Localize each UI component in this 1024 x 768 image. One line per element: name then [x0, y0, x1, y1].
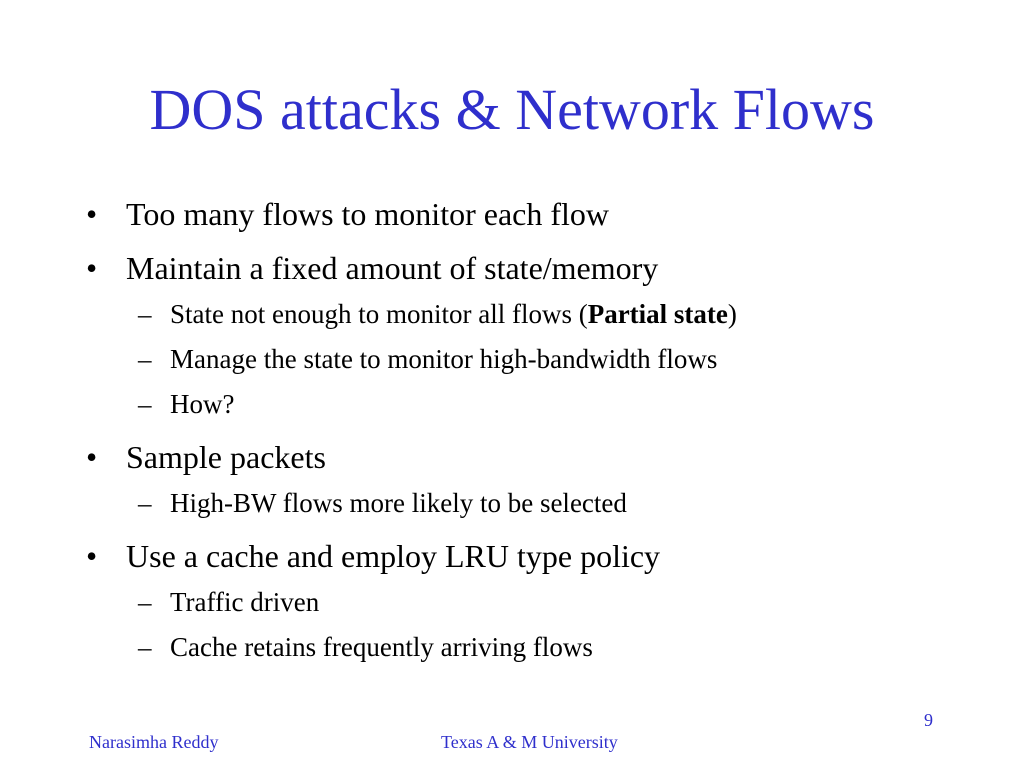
sub-bullet-item	[86, 580, 986, 624]
sub-bullet-text-bold: Partial state	[587, 299, 728, 329]
bullet-marker: •	[86, 196, 98, 232]
sub-bullet-text: Manage the state to monitor high-bandwidth flows	[170, 344, 718, 374]
page-number: 9	[924, 710, 933, 730]
bullet-item	[86, 434, 986, 480]
footer-institution: Texas A & M University	[441, 732, 618, 752]
slide-body	[86, 191, 986, 669]
sub-bullet-text: Cache retains frequently arriving flows	[170, 632, 593, 662]
bullet-item	[86, 191, 986, 237]
bullet-marker: •	[86, 538, 98, 574]
footer-author: Narasimha Reddy	[89, 732, 219, 752]
sub-bullet-item	[86, 625, 986, 669]
sub-bullet-item	[86, 382, 986, 426]
sub-bullet-text-pre: State not enough to monitor all flows (	[170, 299, 588, 329]
slide-title: DOS attacks & Network Flows	[149, 77, 875, 142]
sub-bullet-text: How?	[170, 389, 235, 419]
sub-bullet-text-post: )	[727, 299, 737, 329]
sub-bullet-marker: –	[138, 344, 152, 374]
sub-bullet-marker: –	[138, 632, 152, 662]
sub-bullet-item	[86, 337, 986, 381]
sub-bullet-marker: –	[138, 389, 152, 419]
sub-bullet-marker: –	[138, 587, 152, 617]
bullet-text: Sample packets	[126, 439, 326, 475]
sub-bullet-item	[86, 292, 986, 336]
sub-bullet-marker: –	[138, 299, 152, 329]
bullet-item	[86, 533, 986, 579]
bullet-text: Too many flows to monitor each flow	[126, 196, 609, 232]
sub-bullet-text: High-BW flows more likely to be selected	[170, 488, 627, 518]
sub-bullet-item	[86, 481, 986, 525]
sub-bullet-text: Traffic driven	[170, 587, 320, 617]
bullet-item	[86, 245, 986, 291]
bullet-marker: •	[86, 439, 98, 475]
bullet-text: Use a cache and employ LRU type policy	[126, 538, 661, 574]
sub-bullet-marker: –	[138, 488, 152, 518]
bullet-text: Maintain a fixed amount of state/memory	[126, 250, 659, 286]
bullet-marker: •	[86, 250, 98, 286]
